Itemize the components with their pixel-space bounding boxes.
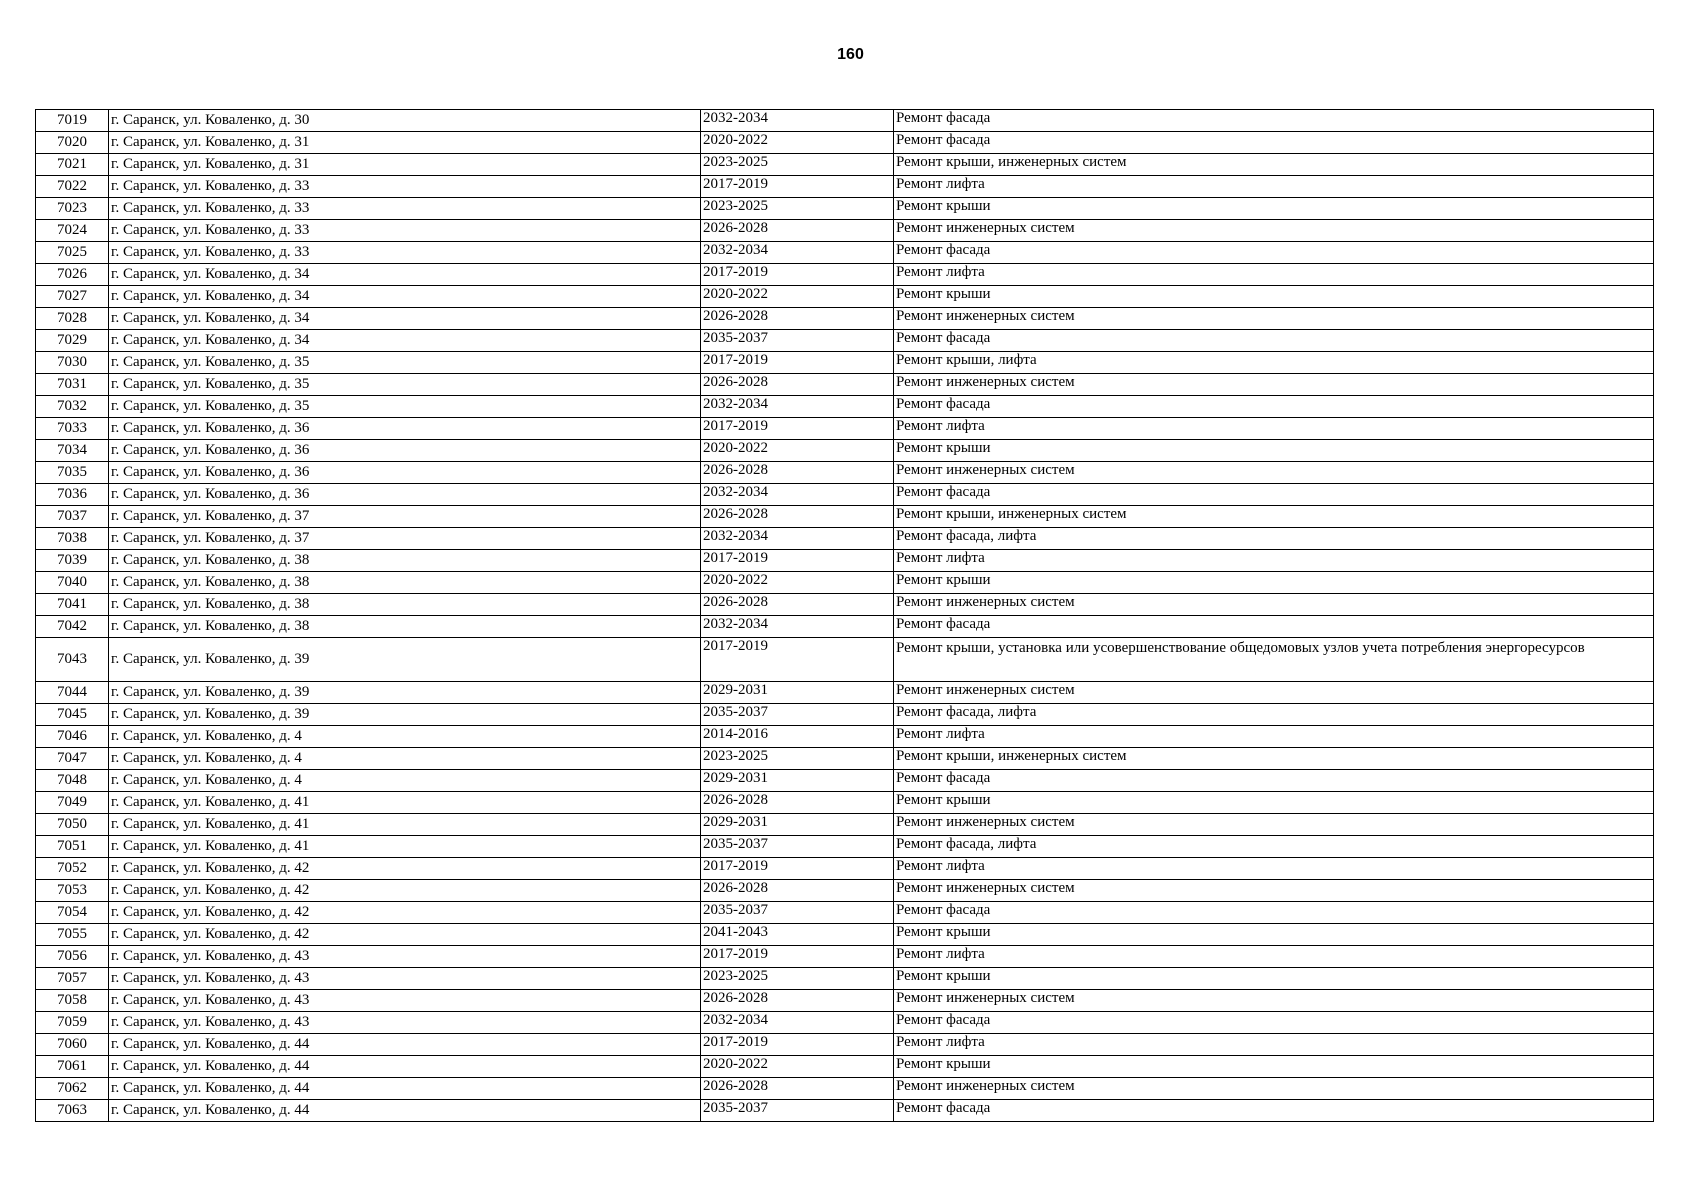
row-number-cell: 7034 <box>36 440 109 462</box>
address-cell: г. Саранск, ул. Коваленко, д. 34 <box>109 308 701 330</box>
address-cell: г. Саранск, ул. Коваленко, д. 35 <box>109 396 701 418</box>
table-row <box>36 1034 1654 1056</box>
work-type-cell: Ремонт фасада <box>894 330 1654 352</box>
period-cell: 2026-2028 <box>701 220 894 242</box>
table-row <box>36 682 1654 704</box>
address-cell: г. Саранск, ул. Коваленко, д. 37 <box>109 506 701 528</box>
row-number-cell: 7035 <box>36 462 109 484</box>
address-cell: г. Саранск, ул. Коваленко, д. 38 <box>109 550 701 572</box>
period-cell: 2017-2019 <box>701 418 894 440</box>
period-cell: 2023-2025 <box>701 154 894 176</box>
work-type-cell: Ремонт инженерных систем <box>894 308 1654 330</box>
address-cell: г. Саранск, ул. Коваленко, д. 44 <box>109 1100 701 1122</box>
period-cell: 2017-2019 <box>701 638 894 682</box>
work-type-cell: Ремонт фасада <box>894 132 1654 154</box>
address-cell: г. Саранск, ул. Коваленко, д. 31 <box>109 132 701 154</box>
address-cell: г. Саранск, ул. Коваленко, д. 4 <box>109 726 701 748</box>
work-type-cell: Ремонт фасада, лифта <box>894 836 1654 858</box>
table-row <box>36 308 1654 330</box>
table-row <box>36 132 1654 154</box>
row-number-cell: 7053 <box>36 880 109 902</box>
address-cell: г. Саранск, ул. Коваленко, д. 36 <box>109 484 701 506</box>
repair-schedule-body <box>36 110 1654 1122</box>
row-number-cell: 7042 <box>36 616 109 638</box>
address-cell: г. Саранск, ул. Коваленко, д. 38 <box>109 594 701 616</box>
address-cell: г. Саранск, ул. Коваленко, д. 43 <box>109 968 701 990</box>
work-type-cell: Ремонт фасада <box>894 616 1654 638</box>
work-type-cell: Ремонт фасада, лифта <box>894 528 1654 550</box>
row-number-cell: 7045 <box>36 704 109 726</box>
work-type-cell: Ремонт лифта <box>894 264 1654 286</box>
row-number-cell: 7026 <box>36 264 109 286</box>
table-row <box>36 176 1654 198</box>
work-type-cell: Ремонт крыши <box>894 440 1654 462</box>
table-row <box>36 1078 1654 1100</box>
work-type-cell: Ремонт фасада <box>894 902 1654 924</box>
address-cell: г. Саранск, ул. Коваленко, д. 35 <box>109 374 701 396</box>
table-row <box>36 770 1654 792</box>
address-cell: г. Саранск, ул. Коваленко, д. 43 <box>109 990 701 1012</box>
address-cell: г. Саранск, ул. Коваленко, д. 41 <box>109 814 701 836</box>
work-type-cell: Ремонт лифта <box>894 176 1654 198</box>
row-number-cell: 7058 <box>36 990 109 1012</box>
address-cell: г. Саранск, ул. Коваленко, д. 42 <box>109 858 701 880</box>
period-cell: 2026-2028 <box>701 374 894 396</box>
period-cell: 2017-2019 <box>701 550 894 572</box>
period-cell: 2026-2028 <box>701 308 894 330</box>
table-row <box>36 462 1654 484</box>
row-number-cell: 7044 <box>36 682 109 704</box>
table-row <box>36 484 1654 506</box>
period-cell: 2026-2028 <box>701 1078 894 1100</box>
period-cell: 2020-2022 <box>701 572 894 594</box>
table-row <box>36 374 1654 396</box>
row-number-cell: 7023 <box>36 198 109 220</box>
address-cell: г. Саранск, ул. Коваленко, д. 38 <box>109 572 701 594</box>
work-type-cell: Ремонт фасада <box>894 1100 1654 1122</box>
work-type-cell: Ремонт фасада <box>894 1012 1654 1034</box>
work-type-cell: Ремонт инженерных систем <box>894 594 1654 616</box>
period-cell: 2020-2022 <box>701 1056 894 1078</box>
work-type-cell: Ремонт крыши <box>894 198 1654 220</box>
period-cell: 2035-2037 <box>701 330 894 352</box>
table-row <box>36 616 1654 638</box>
row-number-cell: 7025 <box>36 242 109 264</box>
period-cell: 2035-2037 <box>701 1100 894 1122</box>
row-number-cell: 7059 <box>36 1012 109 1034</box>
address-cell: г. Саранск, ул. Коваленко, д. 36 <box>109 418 701 440</box>
row-number-cell: 7040 <box>36 572 109 594</box>
address-cell: г. Саранск, ул. Коваленко, д. 39 <box>109 704 701 726</box>
address-cell: г. Саранск, ул. Коваленко, д. 31 <box>109 154 701 176</box>
address-cell: г. Саранск, ул. Коваленко, д. 33 <box>109 176 701 198</box>
work-type-cell: Ремонт фасада <box>894 770 1654 792</box>
period-cell: 2020-2022 <box>701 286 894 308</box>
work-type-cell: Ремонт инженерных систем <box>894 374 1654 396</box>
period-cell: 2029-2031 <box>701 682 894 704</box>
period-cell: 2032-2034 <box>701 396 894 418</box>
work-type-cell: Ремонт инженерных систем <box>894 814 1654 836</box>
table-row <box>36 880 1654 902</box>
row-number-cell: 7032 <box>36 396 109 418</box>
address-cell: г. Саранск, ул. Коваленко, д. 34 <box>109 286 701 308</box>
work-type-cell: Ремонт лифта <box>894 550 1654 572</box>
work-type-cell: Ремонт крыши <box>894 792 1654 814</box>
period-cell: 2023-2025 <box>701 968 894 990</box>
period-cell: 2041-2043 <box>701 924 894 946</box>
period-cell: 2017-2019 <box>701 946 894 968</box>
address-cell: г. Саранск, ул. Коваленко, д. 44 <box>109 1034 701 1056</box>
row-number-cell: 7051 <box>36 836 109 858</box>
row-number-cell: 7027 <box>36 286 109 308</box>
address-cell: г. Саранск, ул. Коваленко, д. 30 <box>109 110 701 132</box>
period-cell: 2026-2028 <box>701 880 894 902</box>
repair-schedule-table <box>35 109 1654 1122</box>
address-cell: г. Саранск, ул. Коваленко, д. 39 <box>109 638 701 682</box>
work-type-cell: Ремонт фасада <box>894 242 1654 264</box>
table-row <box>36 330 1654 352</box>
work-type-cell: Ремонт крыши <box>894 286 1654 308</box>
table-row <box>36 1056 1654 1078</box>
period-cell: 2032-2034 <box>701 1012 894 1034</box>
row-number-cell: 7033 <box>36 418 109 440</box>
table-row <box>36 946 1654 968</box>
table-row <box>36 594 1654 616</box>
address-cell: г. Саранск, ул. Коваленко, д. 34 <box>109 264 701 286</box>
row-number-cell: 7043 <box>36 638 109 682</box>
work-type-cell: Ремонт крыши, инженерных систем <box>894 506 1654 528</box>
address-cell: г. Саранск, ул. Коваленко, д. 41 <box>109 836 701 858</box>
period-cell: 2014-2016 <box>701 726 894 748</box>
address-cell: г. Саранск, ул. Коваленко, д. 42 <box>109 902 701 924</box>
address-cell: г. Саранск, ул. Коваленко, д. 44 <box>109 1078 701 1100</box>
table-row <box>36 968 1654 990</box>
period-cell: 2017-2019 <box>701 858 894 880</box>
work-type-cell: Ремонт лифта <box>894 1034 1654 1056</box>
address-cell: г. Саранск, ул. Коваленко, д. 37 <box>109 528 701 550</box>
address-cell: г. Саранск, ул. Коваленко, д. 36 <box>109 440 701 462</box>
row-number-cell: 7038 <box>36 528 109 550</box>
address-cell: г. Саранск, ул. Коваленко, д. 43 <box>109 1012 701 1034</box>
row-number-cell: 7062 <box>36 1078 109 1100</box>
address-cell: г. Саранск, ул. Коваленко, д. 34 <box>109 330 701 352</box>
table-row <box>36 924 1654 946</box>
row-number-cell: 7029 <box>36 330 109 352</box>
table-row <box>36 836 1654 858</box>
row-number-cell: 7052 <box>36 858 109 880</box>
row-number-cell: 7037 <box>36 506 109 528</box>
address-cell: г. Саранск, ул. Коваленко, д. 38 <box>109 616 701 638</box>
row-number-cell: 7046 <box>36 726 109 748</box>
row-number-cell: 7061 <box>36 1056 109 1078</box>
period-cell: 2026-2028 <box>701 506 894 528</box>
table-row <box>36 506 1654 528</box>
row-number-cell: 7060 <box>36 1034 109 1056</box>
row-number-cell: 7063 <box>36 1100 109 1122</box>
address-cell: г. Саранск, ул. Коваленко, д. 33 <box>109 220 701 242</box>
period-cell: 2026-2028 <box>701 594 894 616</box>
work-type-cell: Ремонт крыши, инженерных систем <box>894 154 1654 176</box>
table-row <box>36 704 1654 726</box>
table-row <box>36 1100 1654 1122</box>
table-row <box>36 396 1654 418</box>
row-number-cell: 7057 <box>36 968 109 990</box>
row-number-cell: 7055 <box>36 924 109 946</box>
table-row <box>36 110 1654 132</box>
period-cell: 2032-2034 <box>701 110 894 132</box>
table-row <box>36 440 1654 462</box>
period-cell: 2026-2028 <box>701 462 894 484</box>
table-row <box>36 638 1654 682</box>
address-cell: г. Саранск, ул. Коваленко, д. 41 <box>109 792 701 814</box>
work-type-cell: Ремонт инженерных систем <box>894 682 1654 704</box>
address-cell: г. Саранск, ул. Коваленко, д. 4 <box>109 748 701 770</box>
address-cell: г. Саранск, ул. Коваленко, д. 33 <box>109 242 701 264</box>
period-cell: 2032-2034 <box>701 484 894 506</box>
row-number-cell: 7019 <box>36 110 109 132</box>
work-type-cell: Ремонт лифта <box>894 858 1654 880</box>
row-number-cell: 7024 <box>36 220 109 242</box>
period-cell: 2020-2022 <box>701 440 894 462</box>
work-type-cell: Ремонт инженерных систем <box>894 220 1654 242</box>
table-row <box>36 528 1654 550</box>
table-row <box>36 902 1654 924</box>
period-cell: 2017-2019 <box>701 264 894 286</box>
period-cell: 2017-2019 <box>701 176 894 198</box>
row-number-cell: 7020 <box>36 132 109 154</box>
table-row <box>36 264 1654 286</box>
row-number-cell: 7036 <box>36 484 109 506</box>
work-type-cell: Ремонт инженерных систем <box>894 462 1654 484</box>
table-row <box>36 1012 1654 1034</box>
row-number-cell: 7054 <box>36 902 109 924</box>
work-type-cell: Ремонт лифта <box>894 946 1654 968</box>
row-number-cell: 7047 <box>36 748 109 770</box>
address-cell: г. Саранск, ул. Коваленко, д. 44 <box>109 1056 701 1078</box>
table-row <box>36 154 1654 176</box>
period-cell: 2032-2034 <box>701 242 894 264</box>
period-cell: 2017-2019 <box>701 352 894 374</box>
work-type-cell: Ремонт крыши, установка или усовершенствование общедомовых узлов учета потребления энергоресурсов <box>894 638 1654 682</box>
work-type-cell: Ремонт крыши, инженерных систем <box>894 748 1654 770</box>
table-row <box>36 352 1654 374</box>
work-type-cell: Ремонт крыши, лифта <box>894 352 1654 374</box>
row-number-cell: 7021 <box>36 154 109 176</box>
address-cell: г. Саранск, ул. Коваленко, д. 39 <box>109 682 701 704</box>
address-cell: г. Саранск, ул. Коваленко, д. 36 <box>109 462 701 484</box>
row-number-cell: 7039 <box>36 550 109 572</box>
row-number-cell: 7022 <box>36 176 109 198</box>
row-number-cell: 7041 <box>36 594 109 616</box>
work-type-cell: Ремонт инженерных систем <box>894 990 1654 1012</box>
period-cell: 2020-2022 <box>701 132 894 154</box>
row-number-cell: 7050 <box>36 814 109 836</box>
work-type-cell: Ремонт инженерных систем <box>894 880 1654 902</box>
row-number-cell: 7049 <box>36 792 109 814</box>
table-row <box>36 726 1654 748</box>
period-cell: 2032-2034 <box>701 528 894 550</box>
work-type-cell: Ремонт лифта <box>894 726 1654 748</box>
work-type-cell: Ремонт фасада <box>894 110 1654 132</box>
address-cell: г. Саранск, ул. Коваленко, д. 43 <box>109 946 701 968</box>
table-row <box>36 550 1654 572</box>
table-row <box>36 990 1654 1012</box>
address-cell: г. Саранск, ул. Коваленко, д. 33 <box>109 198 701 220</box>
table-row <box>36 418 1654 440</box>
period-cell: 2023-2025 <box>701 748 894 770</box>
work-type-cell: Ремонт крыши <box>894 968 1654 990</box>
work-type-cell: Ремонт инженерных систем <box>894 1078 1654 1100</box>
address-cell: г. Саранск, ул. Коваленко, д. 4 <box>109 770 701 792</box>
period-cell: 2035-2037 <box>701 836 894 858</box>
work-type-cell: Ремонт крыши <box>894 1056 1654 1078</box>
page-number: 160 <box>837 46 864 63</box>
table-row <box>36 748 1654 770</box>
table-row <box>36 220 1654 242</box>
table-row <box>36 858 1654 880</box>
table-row <box>36 198 1654 220</box>
period-cell: 2026-2028 <box>701 990 894 1012</box>
period-cell: 2029-2031 <box>701 814 894 836</box>
table-row <box>36 286 1654 308</box>
table-row <box>36 792 1654 814</box>
row-number-cell: 7030 <box>36 352 109 374</box>
table-row <box>36 572 1654 594</box>
address-cell: г. Саранск, ул. Коваленко, д. 35 <box>109 352 701 374</box>
address-cell: г. Саранск, ул. Коваленко, д. 42 <box>109 924 701 946</box>
work-type-cell: Ремонт фасада <box>894 396 1654 418</box>
row-number-cell: 7031 <box>36 374 109 396</box>
period-cell: 2032-2034 <box>701 616 894 638</box>
period-cell: 2023-2025 <box>701 198 894 220</box>
row-number-cell: 7048 <box>36 770 109 792</box>
work-type-cell: Ремонт крыши <box>894 924 1654 946</box>
work-type-cell: Ремонт лифта <box>894 418 1654 440</box>
row-number-cell: 7028 <box>36 308 109 330</box>
table-row <box>36 814 1654 836</box>
work-type-cell: Ремонт фасада <box>894 484 1654 506</box>
row-number-cell: 7056 <box>36 946 109 968</box>
work-type-cell: Ремонт фасада, лифта <box>894 704 1654 726</box>
address-cell: г. Саранск, ул. Коваленко, д. 42 <box>109 880 701 902</box>
period-cell: 2035-2037 <box>701 902 894 924</box>
period-cell: 2017-2019 <box>701 1034 894 1056</box>
period-cell: 2029-2031 <box>701 770 894 792</box>
period-cell: 2035-2037 <box>701 704 894 726</box>
period-cell: 2026-2028 <box>701 792 894 814</box>
table-row <box>36 242 1654 264</box>
work-type-cell: Ремонт крыши <box>894 572 1654 594</box>
